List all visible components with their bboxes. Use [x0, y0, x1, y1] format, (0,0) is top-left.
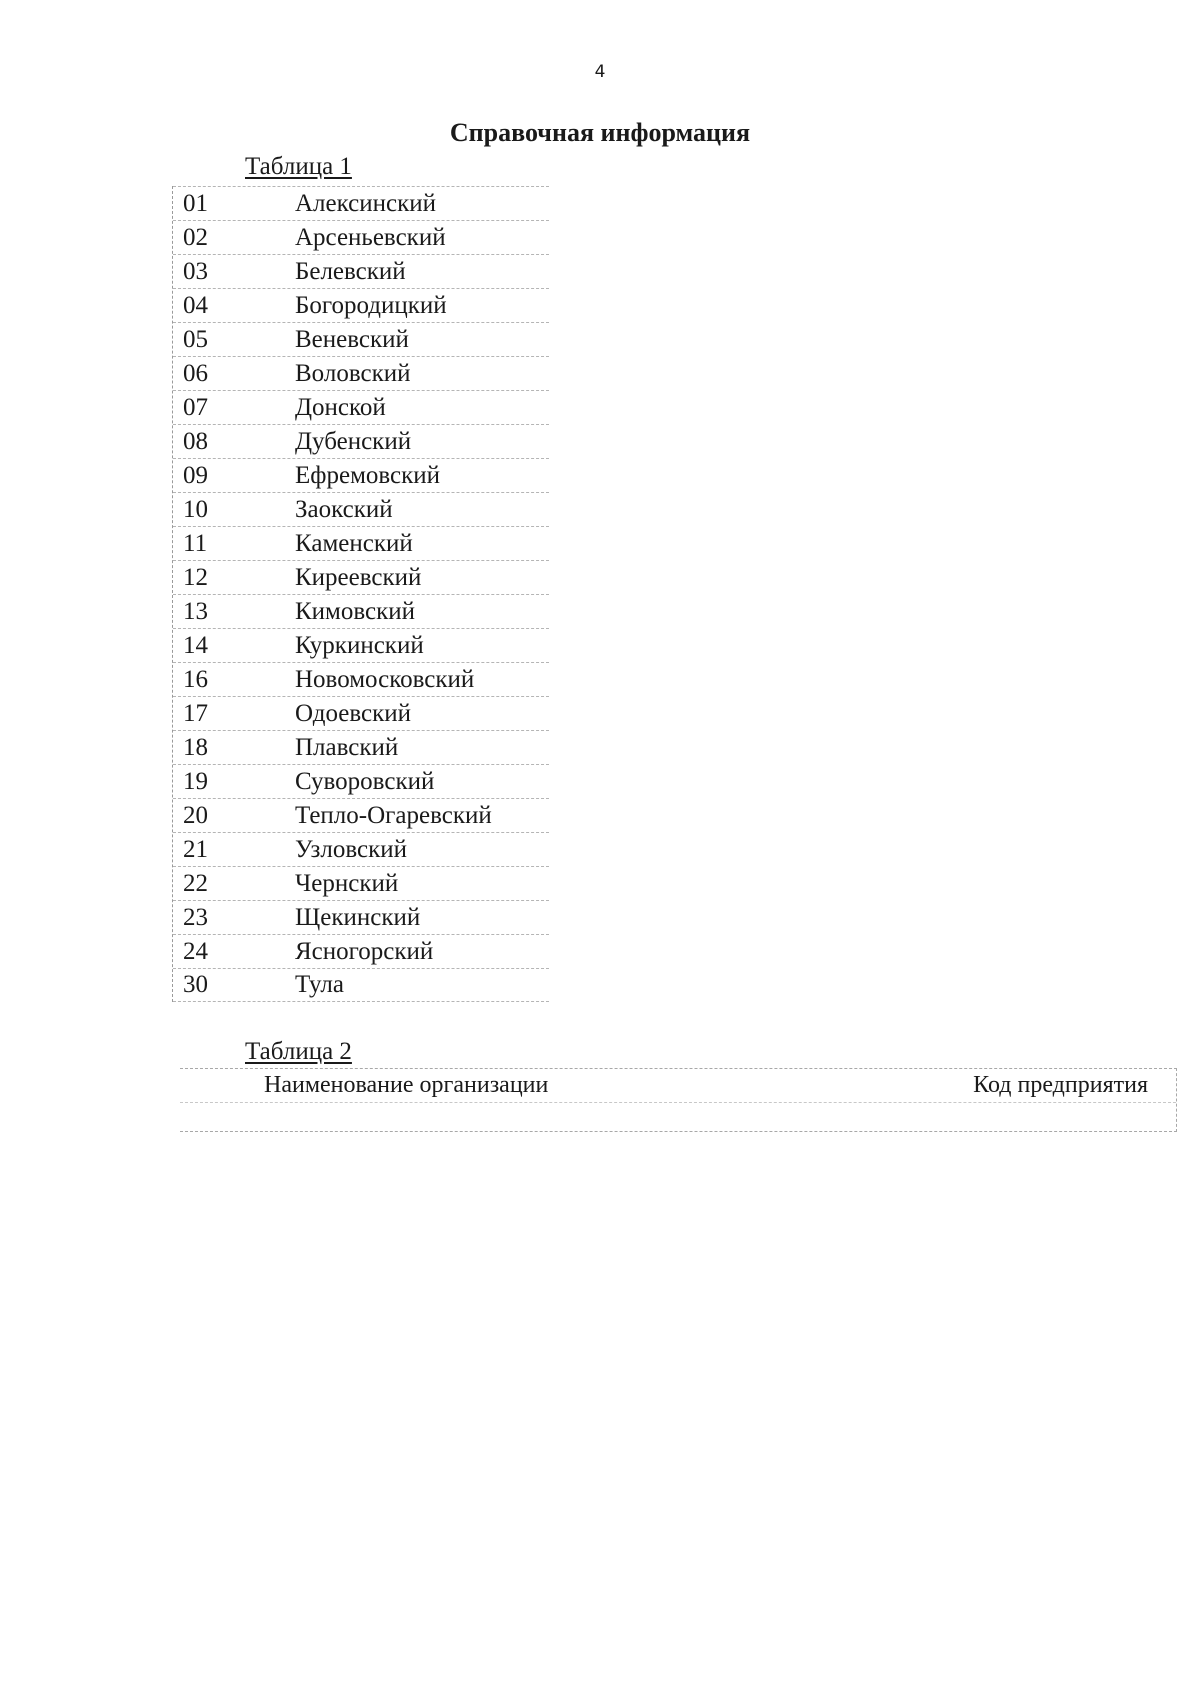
district-code: 03: [183, 257, 208, 285]
district-code: 08: [183, 427, 208, 455]
district-code: 22: [183, 869, 208, 897]
organization-table: [180, 1068, 1177, 1132]
table-row: [173, 220, 549, 254]
district-name: Богородицкий: [295, 291, 447, 319]
table-row: [173, 968, 549, 1002]
district-name: Веневский: [295, 325, 409, 353]
district-code: 21: [183, 835, 208, 863]
table-row: [173, 764, 549, 798]
table-row: [173, 186, 549, 220]
district-name: Алексинский: [295, 189, 437, 217]
district-code: 24: [183, 937, 208, 965]
district-name: Тепло-Огаревский: [295, 801, 492, 829]
table-row: [173, 254, 549, 288]
district-name: Новомосковский: [295, 665, 475, 693]
district-name: Киреевский: [295, 563, 422, 591]
table-row: [173, 798, 549, 832]
district-name: Суворовский: [295, 767, 435, 795]
district-code: 01: [183, 189, 208, 217]
table-row: [173, 390, 549, 424]
district-codes-table: [172, 186, 549, 1002]
district-code: 07: [183, 393, 208, 421]
district-code: 16: [183, 665, 208, 693]
district-name: Дубенский: [295, 427, 412, 455]
district-code: 02: [183, 223, 208, 251]
district-code: 17: [183, 699, 208, 727]
district-code: 04: [183, 291, 208, 319]
district-code: 18: [183, 733, 208, 761]
table-row: [173, 696, 549, 730]
district-name: Щекинский: [295, 903, 421, 931]
page-number: 4: [594, 62, 606, 82]
table2-caption: Таблица 2: [245, 1038, 352, 1065]
district-code: 13: [183, 597, 208, 625]
district-name: Одоевский: [295, 699, 412, 727]
district-code: 14: [183, 631, 208, 659]
table-row: [173, 288, 549, 322]
district-name: Узловский: [295, 835, 408, 863]
district-name: Тула: [295, 971, 344, 998]
table-row: [173, 900, 549, 934]
district-name: Кимовский: [295, 597, 416, 625]
district-code: 30: [183, 971, 208, 998]
table-row: [173, 628, 549, 662]
table-row: [173, 730, 549, 764]
table-row: [173, 934, 549, 968]
header-organization-name: Наименование организации: [264, 1072, 549, 1098]
district-name: Донской: [295, 393, 386, 421]
table-row: [173, 662, 549, 696]
table-row: [173, 424, 549, 458]
district-name: Чернский: [295, 869, 399, 897]
table-row: [173, 832, 549, 866]
district-code: 09: [183, 461, 208, 489]
table-row: [173, 866, 549, 900]
table-row: [173, 594, 549, 628]
district-code: 23: [183, 903, 208, 931]
table-row: [173, 356, 549, 390]
district-code: 11: [183, 529, 208, 557]
district-code: 05: [183, 325, 208, 353]
district-name: Ясногорский: [295, 937, 434, 965]
district-code: 10: [183, 495, 208, 523]
district-name: Плавский: [295, 733, 399, 761]
district-code: 06: [183, 359, 208, 387]
district-name: Каменский: [295, 529, 413, 557]
district-code: 12: [183, 563, 208, 591]
district-name: Белевский: [295, 257, 406, 285]
table-row: [173, 322, 549, 356]
table1-caption: Таблица 1: [245, 153, 352, 180]
table-row: [173, 526, 549, 560]
district-code: 19: [183, 767, 208, 795]
table-row: [173, 560, 549, 594]
header-enterprise-code: Код предприятия: [973, 1072, 1148, 1098]
district-name: Куркинский: [295, 631, 424, 659]
table-row: [173, 458, 549, 492]
district-name: Арсеньевский: [295, 223, 446, 251]
district-name: Ефремовский: [295, 461, 441, 489]
table-row: [173, 492, 549, 526]
district-name: Заокский: [295, 495, 393, 523]
district-code: 20: [183, 801, 208, 829]
organization-table-header: [180, 1069, 1176, 1103]
district-name: Воловский: [295, 359, 411, 387]
document-title: Справочная информация: [449, 118, 751, 147]
